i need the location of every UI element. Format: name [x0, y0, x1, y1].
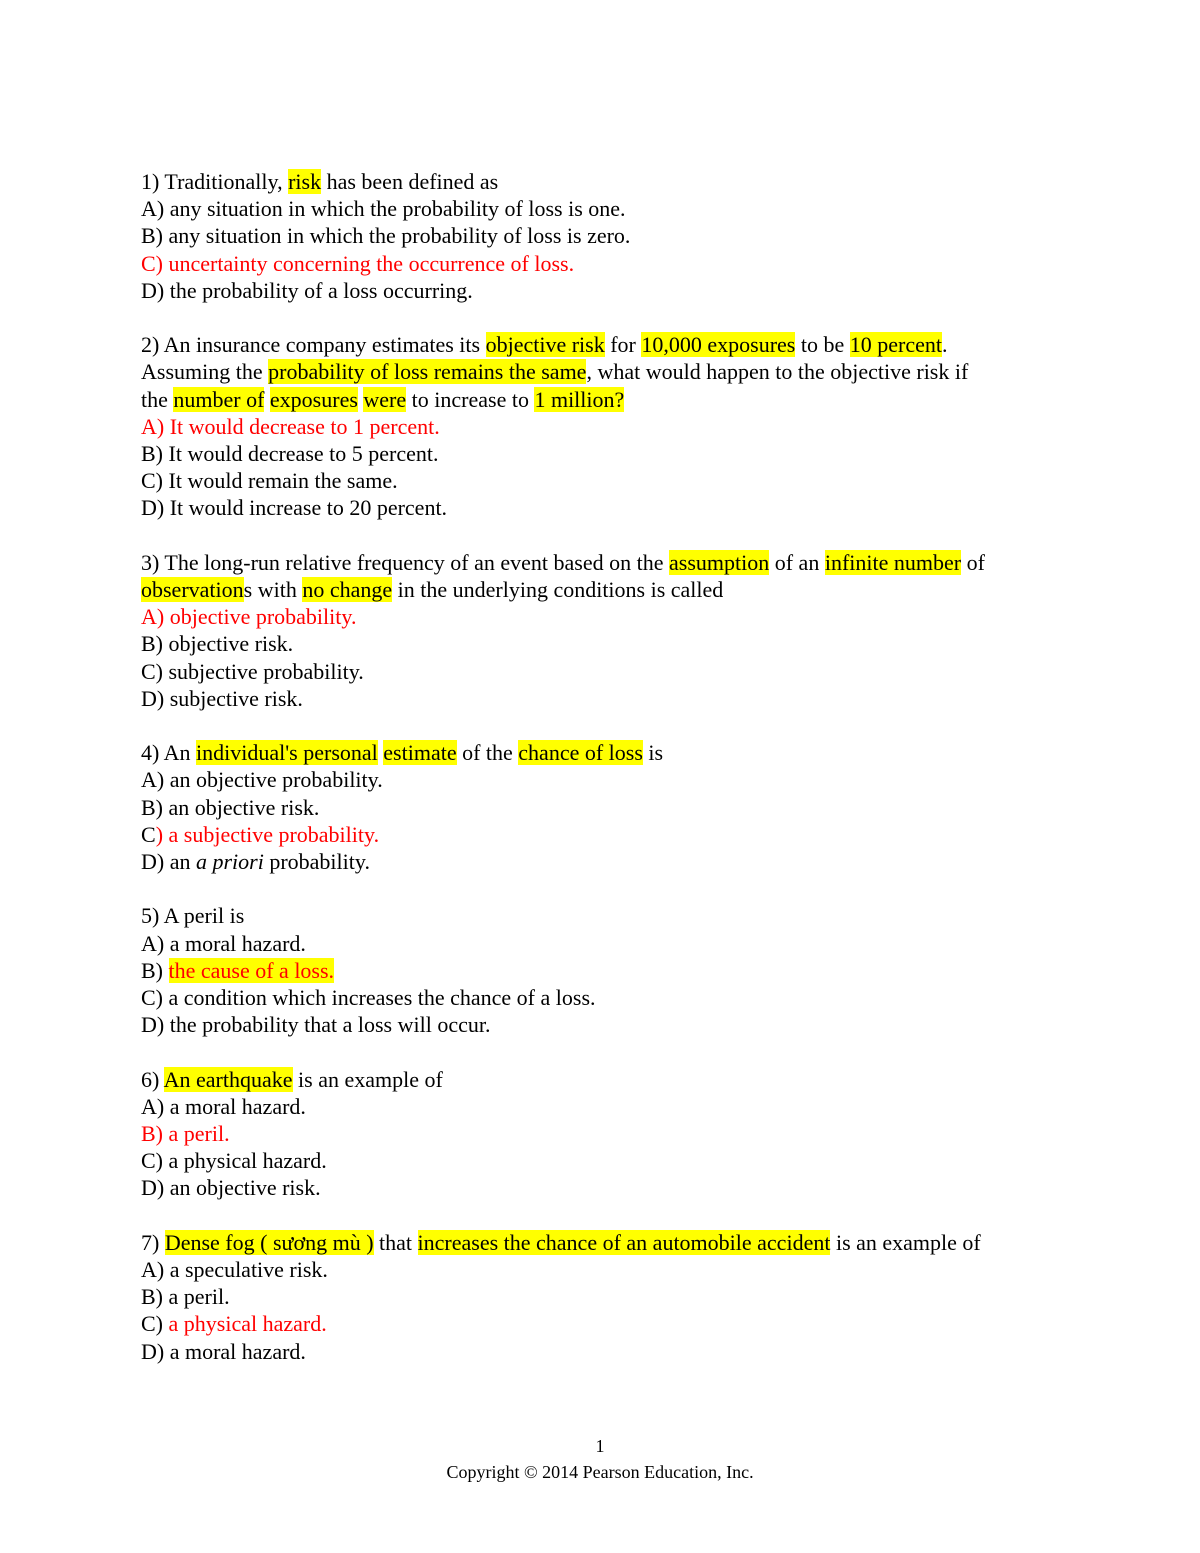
text-segment: is	[642, 740, 664, 766]
text-segment: B) any situation in which the probability of loss is zero.	[141, 223, 631, 249]
text-segment: D) It would increase to 20 percent.	[141, 495, 448, 521]
answer-option	[141, 957, 1141, 984]
answer-option	[141, 494, 1141, 521]
highlighted-text: estimate	[383, 740, 457, 766]
text-segment: of	[961, 549, 985, 575]
page-number: 1	[595, 1436, 605, 1456]
answer-option	[141, 576, 1141, 603]
highlighted-text: 10,000 exposures	[641, 332, 796, 358]
answer-option	[141, 630, 1141, 657]
answer-option	[141, 1011, 1141, 1038]
text-segment: A) a moral hazard.	[141, 1093, 306, 1119]
answer-option	[141, 467, 1141, 494]
answer-option	[141, 277, 1141, 304]
text-segment: B) an objective risk.	[141, 794, 320, 820]
text-segment: in the underlying conditions is called	[392, 577, 724, 603]
answer-option	[141, 930, 1141, 957]
question-1	[141, 168, 1141, 304]
answer-option	[141, 766, 1141, 793]
text-segment: is an example of	[830, 1229, 981, 1255]
highlighted-text: exposures	[269, 386, 358, 412]
text-segment: B)	[141, 957, 169, 983]
text-segment: that	[373, 1229, 418, 1255]
text-segment: C	[141, 821, 156, 847]
highlighted-text: infinite number	[824, 549, 962, 575]
text-segment: 4) An	[141, 740, 196, 766]
answer-option	[141, 603, 1141, 630]
highlighted-text: objective risk	[485, 332, 605, 358]
question-6	[141, 1066, 1141, 1202]
text-segment: B) It would decrease to 5 percent.	[141, 441, 439, 467]
highlighted-text: probability of loss remains the same	[268, 359, 587, 385]
question-stem	[141, 902, 1141, 929]
text-segment: of the	[456, 740, 519, 766]
answer-option	[141, 195, 1141, 222]
answer-option	[141, 1310, 1141, 1337]
question-stem	[141, 1066, 1141, 1093]
correct-answer-text: a physical hazard.	[168, 1311, 327, 1337]
answer-option	[141, 658, 1141, 685]
italic-text: a priori	[195, 849, 264, 875]
answer-option	[141, 794, 1141, 821]
answer-option	[141, 1147, 1141, 1174]
answer-option	[141, 1283, 1141, 1310]
answer-option	[141, 386, 1141, 413]
text-segment: C) a physical hazard.	[141, 1148, 327, 1174]
text-segment: 7)	[141, 1229, 165, 1255]
highlighted-correct-answer: the cause of a loss.	[168, 957, 335, 983]
highlighted-text: chance of loss	[518, 740, 643, 766]
text-segment: A) a speculative risk.	[141, 1257, 328, 1283]
question-4	[141, 739, 1141, 875]
answer-option	[141, 358, 1141, 385]
answer-option	[141, 1256, 1141, 1283]
question-stem	[141, 1229, 1141, 1256]
question-3	[141, 549, 1141, 712]
text-segment: C) a condition which increases the chance of a loss.	[141, 985, 596, 1011]
text-segment: has been defined as	[321, 169, 499, 194]
answer-option	[141, 413, 1141, 440]
text-segment: D) an	[141, 849, 196, 875]
answer-option	[141, 1338, 1141, 1365]
correct-answer-text: ) a subjective probability.	[155, 821, 380, 847]
highlighted-text: assumption	[669, 549, 770, 575]
text-segment: 6)	[141, 1066, 164, 1092]
text-segment: , what would happen to the objective risk if	[586, 359, 969, 385]
text-segment: to increase to	[406, 386, 535, 412]
question-stem	[141, 549, 1141, 576]
text-segment: B) objective risk.	[141, 631, 294, 657]
answer-option	[141, 984, 1141, 1011]
answer-option	[141, 848, 1141, 875]
text-segment: A) an objective probability.	[141, 767, 383, 793]
text-segment: B) a peril.	[141, 1284, 230, 1310]
question-stem	[141, 168, 1141, 195]
correct-answer-text: C) uncertainty concerning the occurrence of loss.	[141, 250, 575, 276]
copyright-notice: Copyright © 2014 Pearson Education, Inc.	[446, 1462, 754, 1482]
correct-answer-text: A) It would decrease to 1 percent.	[141, 413, 440, 439]
answer-option	[141, 685, 1141, 712]
text-segment: C) subjective probability.	[141, 658, 364, 684]
text-segment: A) a moral hazard.	[141, 930, 306, 956]
text-segment: is an example of	[292, 1066, 443, 1092]
answer-option	[141, 1120, 1141, 1147]
text-segment: to be	[795, 332, 850, 358]
text-segment: Assuming the	[141, 359, 269, 385]
highlighted-text: Dense fog ( sương mù )	[164, 1229, 374, 1255]
answer-option	[141, 250, 1141, 277]
text-segment: D) a moral hazard.	[141, 1338, 306, 1364]
text-segment: D) subjective risk.	[141, 685, 303, 711]
text-segment: D) the probability that a loss will occur.	[141, 1012, 491, 1038]
question-stem	[141, 739, 1141, 766]
correct-answer-text: B) a peril.	[141, 1121, 230, 1147]
highlighted-text: no change	[302, 577, 393, 603]
question-list	[141, 168, 1141, 1392]
question-stem	[141, 331, 1141, 358]
answer-option	[141, 222, 1141, 249]
text-segment: A) any situation in which the probability of loss is one.	[141, 196, 626, 222]
answer-option	[141, 821, 1141, 848]
text-segment: D) an objective risk.	[141, 1175, 321, 1201]
text-segment: .	[942, 332, 948, 358]
text-segment: of an	[769, 549, 825, 575]
correct-answer-text: A) objective probability.	[141, 604, 357, 630]
text-segment: s with	[243, 577, 303, 603]
highlighted-text: individual's personal	[196, 740, 378, 766]
highlighted-text: were	[363, 386, 407, 412]
text-segment: C)	[141, 1311, 169, 1337]
question-5	[141, 902, 1141, 1038]
text-segment: the	[141, 386, 174, 412]
highlighted-text: increases the chance of an automobile accident	[417, 1229, 831, 1255]
highlighted-text: An earthquake	[163, 1066, 293, 1092]
highlighted-text: 1 million?	[534, 386, 625, 412]
answer-option	[141, 1093, 1141, 1120]
answer-option	[141, 1174, 1141, 1201]
question-2	[141, 331, 1141, 521]
answer-option	[141, 440, 1141, 467]
highlighted-text: risk	[288, 169, 322, 194]
text-segment: 5) A peril is	[141, 903, 245, 929]
text-segment: D) the probability of a loss occurring.	[141, 277, 473, 303]
highlighted-text: number of	[173, 386, 265, 412]
text-segment: 3) The long-run relative frequency of an event based on the	[141, 549, 669, 575]
text-segment: 1) Traditionally,	[141, 169, 289, 194]
text-segment: 2) An insurance company estimates its	[141, 332, 486, 358]
text-segment: probability.	[263, 849, 370, 875]
highlighted-text: 10 percent	[849, 332, 942, 358]
highlighted-text: observation	[141, 577, 244, 603]
text-segment: for	[604, 332, 642, 358]
question-7	[141, 1229, 1141, 1365]
text-segment: C) It would remain the same.	[141, 468, 398, 494]
